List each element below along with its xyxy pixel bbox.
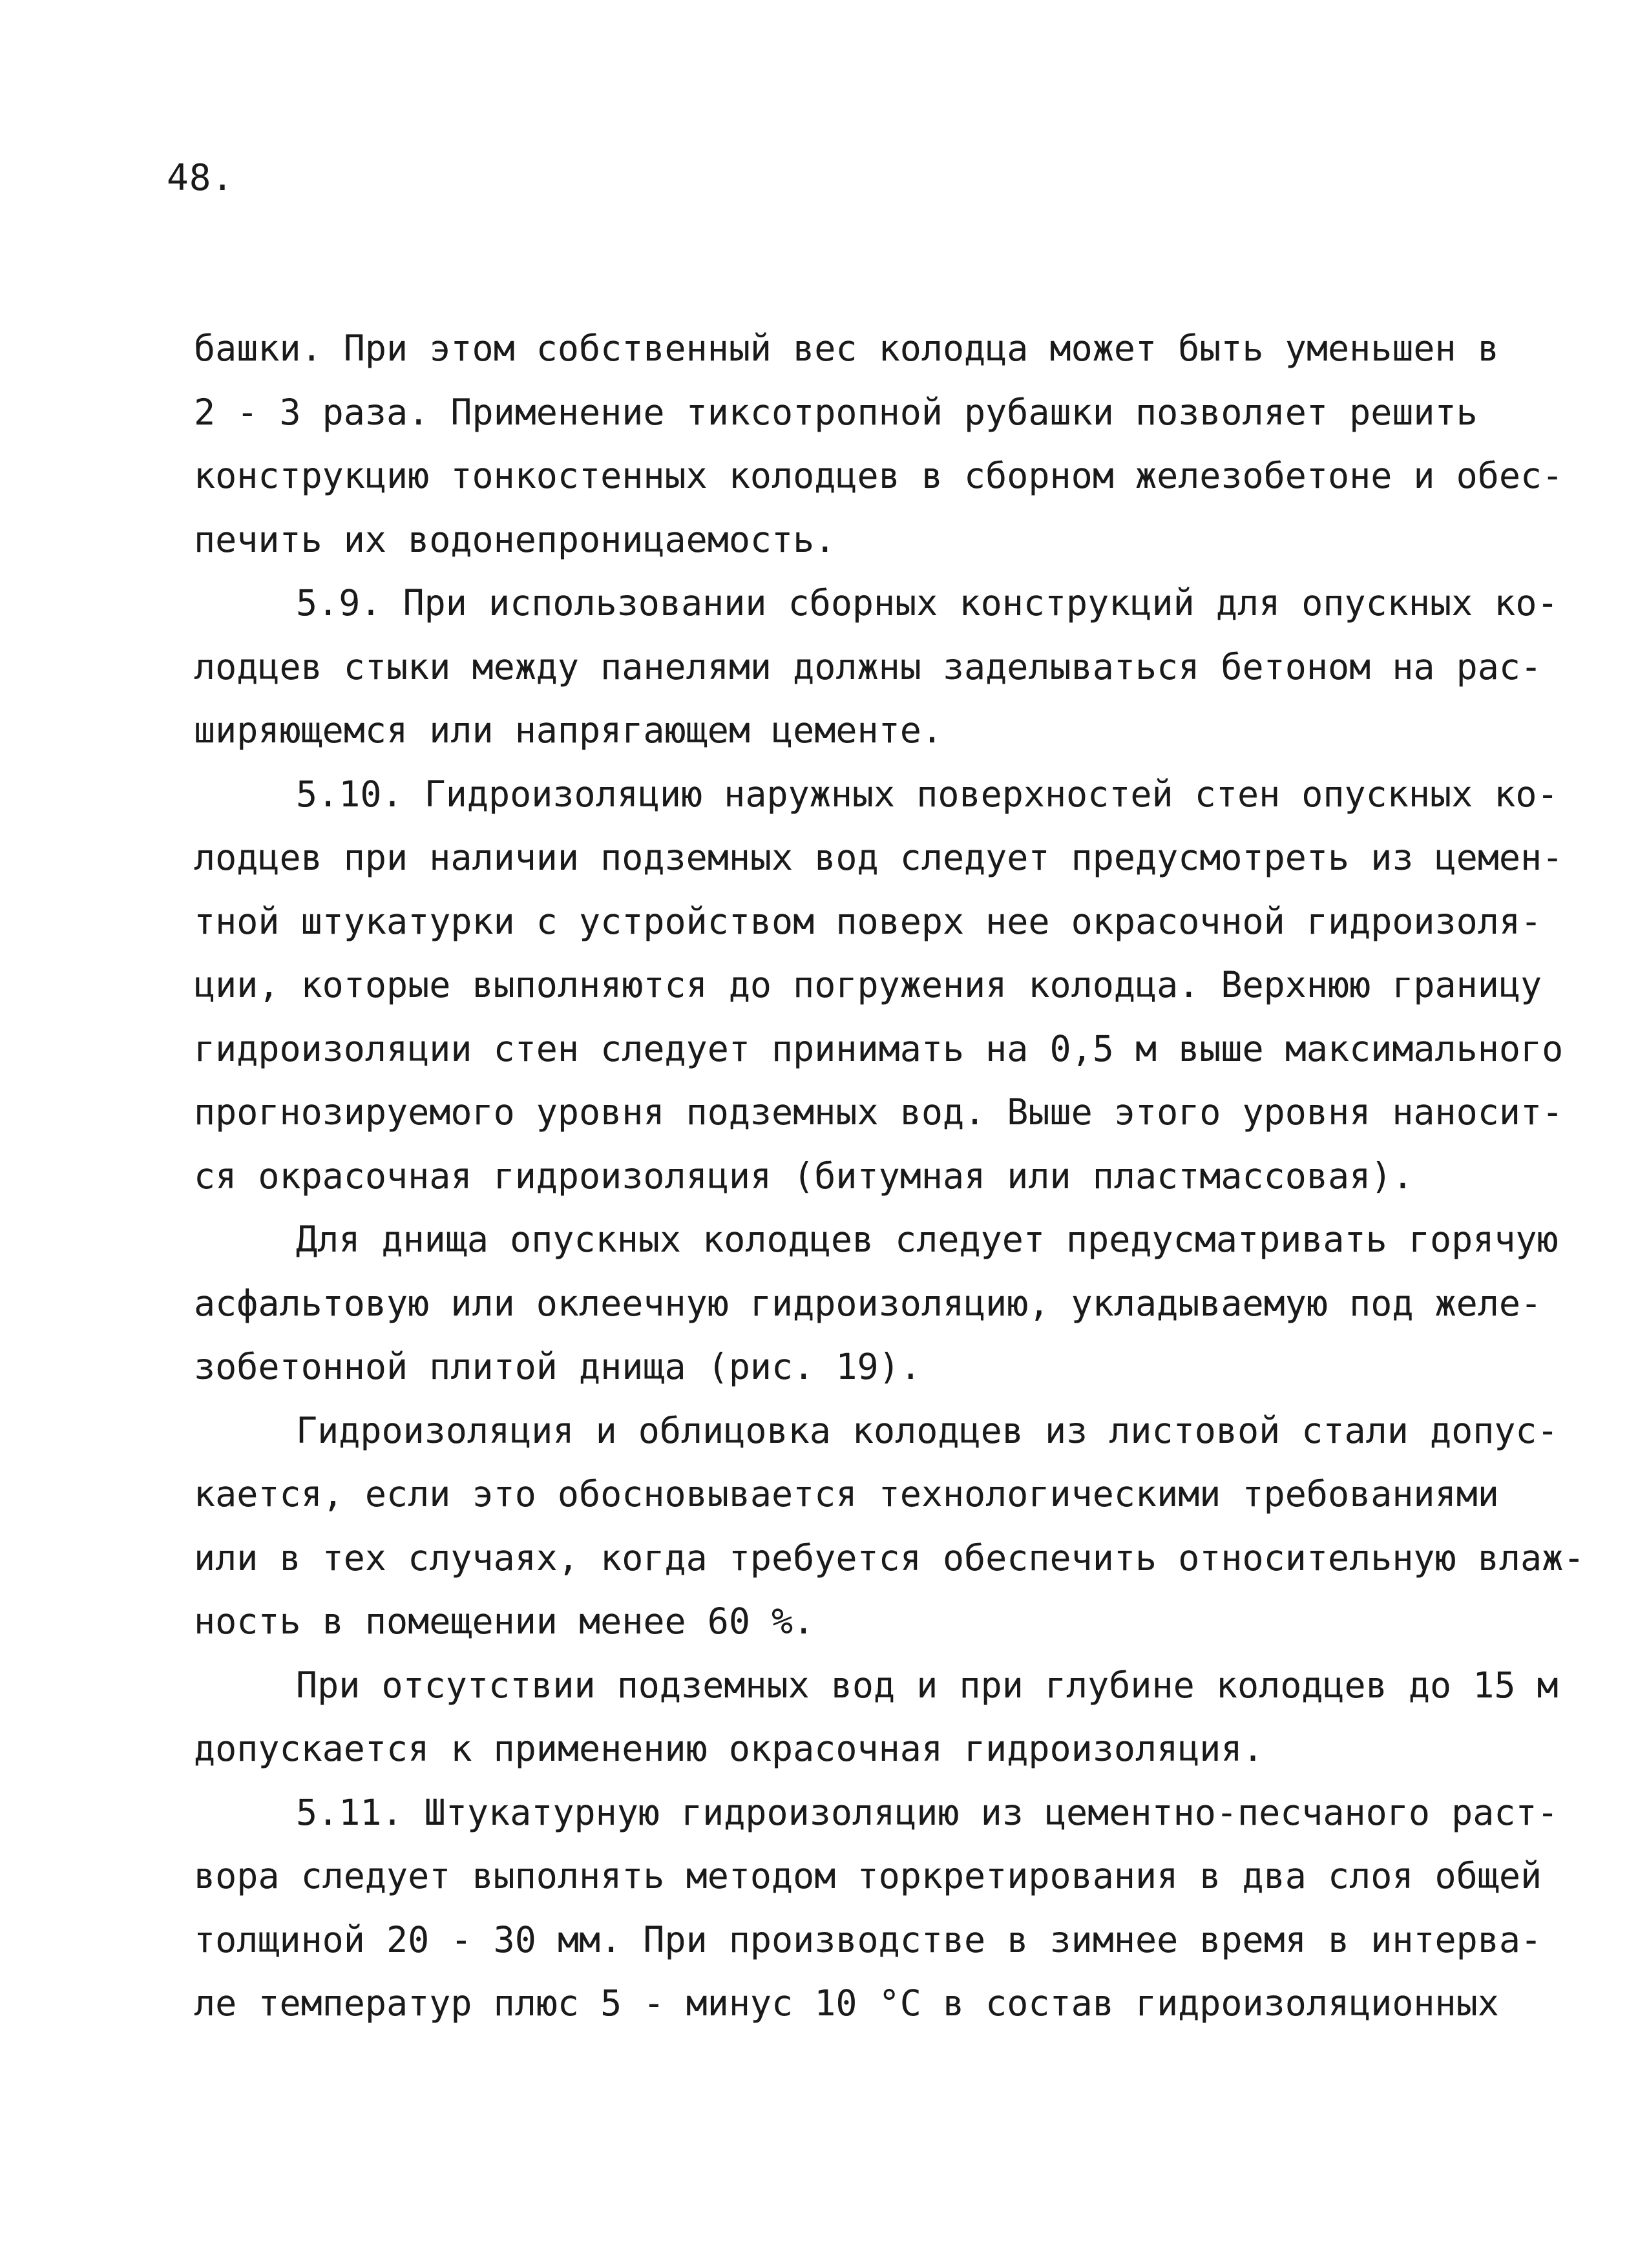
text-line-20: или в тех случаях, когда требуется обеспечить относительную влаж- <box>194 1537 1585 1579</box>
text-line-15: Для днища опускных колодцев следует предусматривать горячую <box>296 1219 1559 1260</box>
text-line-18: Гидроизоляция и облицовка колодцев из листовой стали допус- <box>296 1409 1559 1451</box>
text-line-3: конструкцию тонкостенных колодцев в сборном железобетоне и обес- <box>194 455 1564 496</box>
text-line-10: тной штукатурки с устройством поверх нее окрасочной гидроизоля- <box>194 900 1542 942</box>
text-line-11: ции, которые выполняются до погружения колодца. Верхнюю границу <box>194 964 1542 1005</box>
page-number: 48. <box>167 157 235 199</box>
text-line-25: вора следует выполнять методом торкретирования в два слоя общей <box>194 1855 1542 1896</box>
text-line-23: допускается к применению окрасочная гидроизоляция. <box>194 1728 1264 1769</box>
text-line-5: 5.9. При использовании сборных конструкций для опускных ко- <box>296 582 1559 624</box>
text-line-8: 5.10. Гидроизоляцию наружных поверхностей стен опускных ко- <box>296 773 1559 815</box>
text-line-14: ся окрасочная гидроизоляция (битумная или пластмассовая). <box>194 1155 1414 1197</box>
text-line-4: печить их водонепроницаемость. <box>194 518 836 560</box>
text-line-27: ле температур плюс 5 - минус 10 °С в состав гидроизоляционных <box>194 1982 1499 2024</box>
text-line-2: 2 - 3 раза. Применение тиксотропной рубашки позволяет решить <box>194 391 1478 433</box>
text-line-24: 5.11. Штукатурную гидроизоляцию из цементно-песчаного раст- <box>296 1791 1559 1833</box>
text-line-13: прогнозируемого уровня подземных вод. Выше этого уровня наносит- <box>194 1091 1564 1133</box>
text-line-26: толщиной 20 - 30 мм. При производстве в зимнее время в интерва- <box>194 1918 1542 1960</box>
body-text <box>194 317 1585 2035</box>
text-line-9: лодцев при наличии подземных вод следует предусмотреть из цемен- <box>194 837 1564 878</box>
text-line-6: лодцев стыки между панелями должны заделываться бетоном на рас- <box>194 646 1542 688</box>
text-line-16: асфальтовую или оклеечную гидроизоляцию, укладываемую под желе- <box>194 1282 1542 1324</box>
text-line-12: гидроизоляции стен следует принимать на 0,5 м выше максимального <box>194 1027 1564 1069</box>
text-line-22: При отсутствии подземных вод и при глубине колодцев до 15 м <box>296 1664 1559 1706</box>
text-line-17: зобетонной плитой днища (рис. 19). <box>194 1346 921 1387</box>
text-line-19: кается, если это обосновывается технологическими требованиями <box>194 1473 1499 1515</box>
text-line-1: башки. При этом собственный вес колодца может быть уменьшен в <box>194 328 1499 369</box>
text-line-21: ность в помещении менее 60 %. <box>194 1601 815 1642</box>
text-line-7: ширяющемся или напрягающем цементе. <box>194 709 943 751</box>
